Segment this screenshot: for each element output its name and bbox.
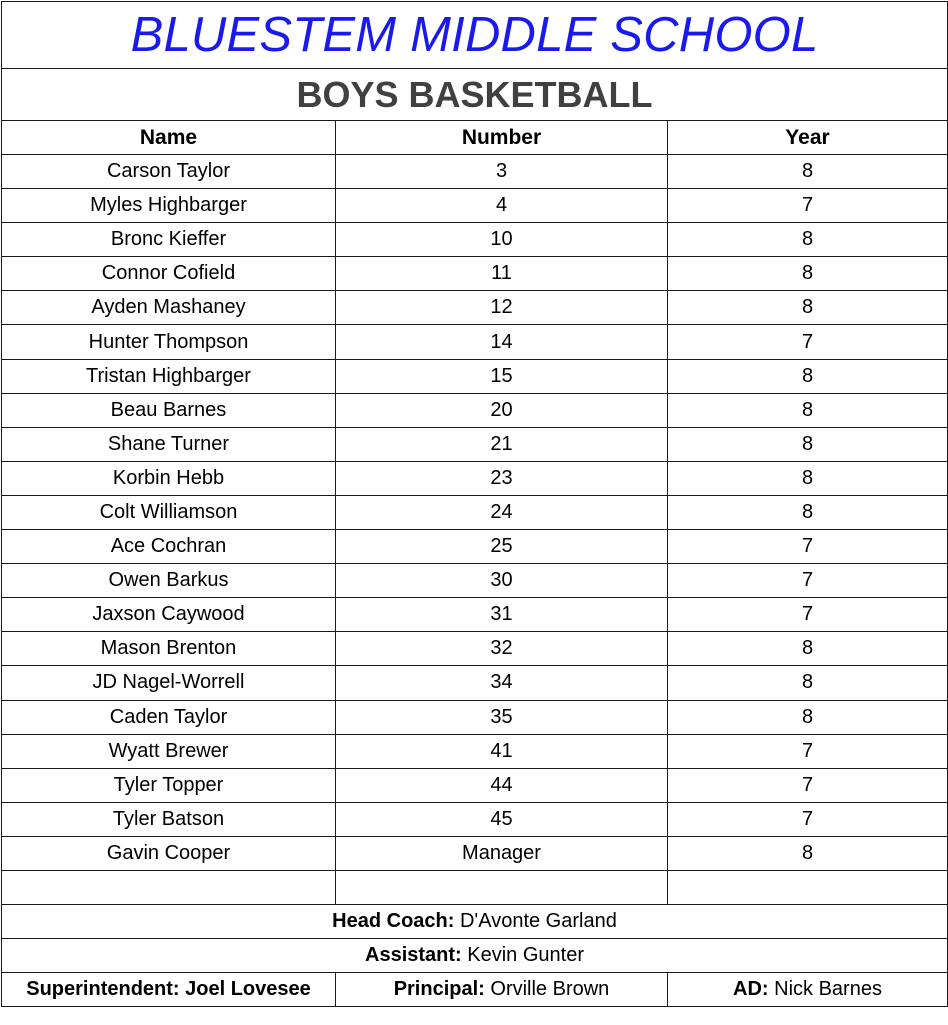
player-number: 30 xyxy=(336,564,668,598)
player-number: 14 xyxy=(336,325,668,359)
table-row xyxy=(2,734,948,768)
table-row xyxy=(2,836,948,870)
player-name: Beau Barnes xyxy=(2,393,336,427)
player-number: 25 xyxy=(336,530,668,564)
player-name: Korbin Hebb xyxy=(2,461,336,495)
player-number: 20 xyxy=(336,393,668,427)
player-number: 45 xyxy=(336,802,668,836)
player-name: Wyatt Brewer xyxy=(2,734,336,768)
player-year: 8 xyxy=(668,461,948,495)
player-number: 32 xyxy=(336,632,668,666)
player-number: 34 xyxy=(336,666,668,700)
blank-cell xyxy=(336,870,668,904)
player-name: Bronc Kieffer xyxy=(2,223,336,257)
assistant-label: Assistant: xyxy=(365,943,462,966)
player-name: Colt Williamson xyxy=(2,495,336,529)
player-name: Tyler Topper xyxy=(2,768,336,802)
player-year: 8 xyxy=(668,632,948,666)
head-coach-name: D'Avonte Garland xyxy=(454,909,617,932)
player-number: 35 xyxy=(336,700,668,734)
head-coach-cell xyxy=(2,904,948,938)
player-name: Shane Turner xyxy=(2,427,336,461)
ad-label: AD: xyxy=(733,977,769,1000)
player-name: Tyler Batson xyxy=(2,802,336,836)
player-name: Mason Brenton xyxy=(2,632,336,666)
table-row xyxy=(2,393,948,427)
player-name: Owen Barkus xyxy=(2,564,336,598)
title-row xyxy=(2,2,948,69)
player-name: Ace Cochran xyxy=(2,530,336,564)
player-year: 8 xyxy=(668,836,948,870)
player-year: 7 xyxy=(668,734,948,768)
ad-name: Nick Barnes xyxy=(768,977,882,1000)
player-name: Myles Highbarger xyxy=(2,189,336,223)
administration-row xyxy=(2,972,948,1006)
assistant-row xyxy=(2,938,948,972)
column-header-name: Name xyxy=(2,121,336,155)
head-coach-label: Head Coach: xyxy=(332,909,455,932)
table-row xyxy=(2,257,948,291)
head-coach-row xyxy=(2,904,948,938)
player-year: 7 xyxy=(668,598,948,632)
principal-cell xyxy=(336,972,668,1006)
player-name: Ayden Mashaney xyxy=(2,291,336,325)
player-number: Manager xyxy=(336,836,668,870)
player-year: 8 xyxy=(668,666,948,700)
player-year: 7 xyxy=(668,189,948,223)
player-name: JD Nagel-Worrell xyxy=(2,666,336,700)
player-year: 8 xyxy=(668,291,948,325)
player-number: 4 xyxy=(336,189,668,223)
superintendent-label: Superintendent: Joel Lovesee xyxy=(26,977,311,1000)
table-row xyxy=(2,564,948,598)
blank-cell xyxy=(668,870,948,904)
player-number: 41 xyxy=(336,734,668,768)
player-year: 8 xyxy=(668,257,948,291)
table-row xyxy=(2,666,948,700)
ad-cell xyxy=(668,972,948,1006)
player-name: Carson Taylor xyxy=(2,155,336,189)
table-row xyxy=(2,598,948,632)
table-row xyxy=(2,427,948,461)
school-title: BLUESTEM MIDDLE SCHOOL xyxy=(2,2,948,69)
player-number: 12 xyxy=(336,291,668,325)
assistant-cell xyxy=(2,938,948,972)
player-year: 7 xyxy=(668,802,948,836)
player-name: Tristan Highbarger xyxy=(2,359,336,393)
player-number: 23 xyxy=(336,461,668,495)
player-number: 15 xyxy=(336,359,668,393)
table-row xyxy=(2,291,948,325)
table-row xyxy=(2,768,948,802)
blank-cell xyxy=(2,870,336,904)
player-year: 7 xyxy=(668,530,948,564)
player-year: 8 xyxy=(668,700,948,734)
player-year: 8 xyxy=(668,393,948,427)
column-header-year: Year xyxy=(668,121,948,155)
table-row xyxy=(2,495,948,529)
player-name: Jaxson Caywood xyxy=(2,598,336,632)
player-number: 3 xyxy=(336,155,668,189)
principal-label: Principal: xyxy=(393,977,485,1000)
table-row xyxy=(2,223,948,257)
player-name: Connor Cofield xyxy=(2,257,336,291)
player-year: 7 xyxy=(668,325,948,359)
player-number: 10 xyxy=(336,223,668,257)
player-name: Hunter Thompson xyxy=(2,325,336,359)
player-number: 21 xyxy=(336,427,668,461)
player-year: 8 xyxy=(668,359,948,393)
player-year: 8 xyxy=(668,155,948,189)
principal-name: Orville Brown xyxy=(484,977,610,1000)
table-row xyxy=(2,461,948,495)
player-year: 7 xyxy=(668,768,948,802)
table-row xyxy=(2,700,948,734)
column-header-row xyxy=(2,121,948,155)
player-year: 8 xyxy=(668,223,948,257)
table-row xyxy=(2,359,948,393)
subtitle-row xyxy=(2,69,948,121)
player-year: 8 xyxy=(668,427,948,461)
table-row xyxy=(2,325,948,359)
assistant-name: Kevin Gunter xyxy=(461,943,584,966)
team-subtitle: BOYS BASKETBALL xyxy=(2,69,948,121)
roster-table xyxy=(1,1,948,1007)
table-row xyxy=(2,155,948,189)
player-year: 7 xyxy=(668,564,948,598)
table-row xyxy=(2,189,948,223)
player-year: 8 xyxy=(668,495,948,529)
table-row xyxy=(2,632,948,666)
column-header-number: Number xyxy=(336,121,668,155)
player-name: Gavin Cooper xyxy=(2,836,336,870)
table-row xyxy=(2,530,948,564)
blank-row xyxy=(2,870,948,904)
player-number: 44 xyxy=(336,768,668,802)
player-number: 11 xyxy=(336,257,668,291)
player-name: Caden Taylor xyxy=(2,700,336,734)
superintendent-cell xyxy=(2,972,336,1006)
player-number: 31 xyxy=(336,598,668,632)
table-row xyxy=(2,802,948,836)
player-number: 24 xyxy=(336,495,668,529)
